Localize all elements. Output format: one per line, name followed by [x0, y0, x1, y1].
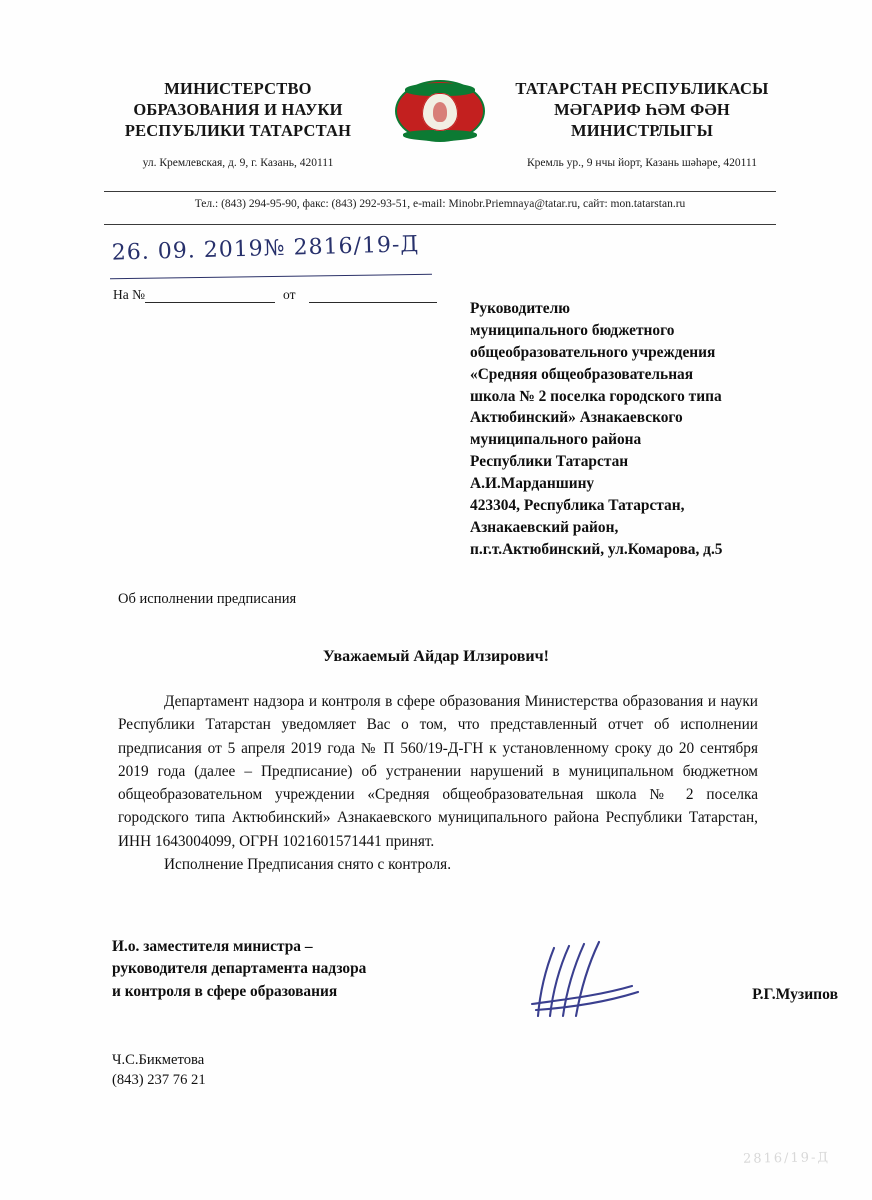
- signatory-name: Р.Г.Музипов: [752, 986, 838, 1003]
- ministry-title-ru-line1: МИНИСТЕРСТВО: [164, 79, 312, 98]
- signatory-title-line1: И.о. заместителя министра –: [112, 938, 313, 955]
- letterhead: [104, 78, 776, 171]
- document-subject: Об исполнении предписания: [118, 591, 297, 607]
- registration-number-handwritten: 26. 09. 2019№ 2816/19-Д: [111, 232, 420, 266]
- reference-na-label: На №: [113, 287, 145, 302]
- executor-block: [112, 1050, 206, 1090]
- addressee-line: п.г.т.Актюбинский, ул.Комарова, д.5: [470, 540, 723, 558]
- signatory-title: [112, 936, 472, 1003]
- addressee-line: «Средняя общеобразовательная: [470, 365, 694, 383]
- handwritten-signature-icon: [520, 930, 660, 1026]
- document-body: [118, 690, 758, 876]
- ministry-title-ru-line3: РЕСПУБЛИКИ ТАТАРСТАН: [124, 121, 352, 141]
- executor-phone: (843) 237 76 21: [112, 1072, 206, 1089]
- addressee-line: А.И.Марданшину: [470, 475, 595, 492]
- reference-ot-label: от: [283, 287, 296, 302]
- addressee-line: муниципального бюджетного: [470, 321, 675, 339]
- reference-ot-line: [309, 302, 437, 303]
- ministry-address-ru: ул. Кремлевская, д. 9, г. Казань, 420111: [142, 157, 334, 170]
- addressee-line: 423304, Республика Татарстан,: [470, 496, 685, 514]
- addressee-line: Руководителю: [470, 300, 570, 317]
- salutation: Уважаемый Айдар Илзирович!: [323, 648, 549, 665]
- ministry-title-ru-line2: ОБРАЗОВАНИЯ И НАУКИ: [133, 100, 343, 120]
- scan-artifact: 2816/19-Д: [742, 1150, 831, 1167]
- addressee-block: [470, 298, 830, 561]
- contact-line: Тел.: (843) 294-95-90, факс: (843) 292-93-51, e-mail: Minobr.Priemnaya@tatar.ru, сайт: mon.tatarstan.ru: [194, 198, 686, 210]
- executor-name: Ч.С.Бикметова: [112, 1052, 205, 1068]
- ministry-title-tt-line1: ТАТАРСТАН РЕСПУБЛИКАСЫ: [515, 79, 769, 98]
- signatory-title-line2: руководителя департамента надзора: [112, 960, 367, 978]
- letterhead-divider-top: [104, 191, 776, 192]
- reference-na-line: [145, 302, 275, 303]
- coat-of-arms-icon: [395, 80, 485, 142]
- ministry-title-ru: [104, 78, 372, 141]
- ministry-title-tt-line2: МӘГАРИФ ҺӘМ ФӘН: [554, 100, 730, 120]
- letterhead-russian: [104, 78, 372, 171]
- body-paragraph-1: Департамент надзора и контроля в сфере образования Министерства образования и науки Республики Татарстан уведомляет Вас о том, что представленный отчет об исполнении предписания от 5 апреля 2019 года № П 560/19-Д-ГН к установленному сроку до 20 сентября 2019 года (далее – Предписание) об устранении нарушений в муниципальном бюджетном общеобразовательном учреждении «Средняя общеобразовательная школа № 2 поселка городского типа Актюбинский» Азнакаевского муниципального района Республики Татарстан, ИНН 1643004099, ОГРН 1021601571441 принят.: [118, 693, 758, 850]
- ministry-title-tt: [508, 78, 776, 141]
- ministry-address-tt: Кремль ур., 9 нчы йорт, Казань шәһәре, 420111: [527, 157, 757, 170]
- addressee-line: Актюбинский» Азнакаевского: [470, 409, 683, 427]
- emblem-container: [392, 78, 488, 142]
- addressee-line: школа № 2 поселка городского типа: [470, 387, 722, 405]
- addressee-line: муниципального района: [470, 431, 642, 449]
- addressee-line: общеобразовательного учреждения: [470, 343, 716, 361]
- ministry-title-tt-line3: МИНИСТРЛЫГЫ: [571, 121, 713, 141]
- addressee-line: Республики Татарстан: [470, 453, 629, 471]
- letterhead-divider-bottom: [104, 224, 776, 225]
- body-paragraph-2: Исполнение Предписания снято с контроля.: [164, 855, 452, 873]
- addressee-line: Азнакаевский район,: [470, 518, 619, 536]
- letterhead-tatar: [508, 78, 776, 171]
- signatory-title-line3: и контроля в сфере образования: [112, 982, 338, 1000]
